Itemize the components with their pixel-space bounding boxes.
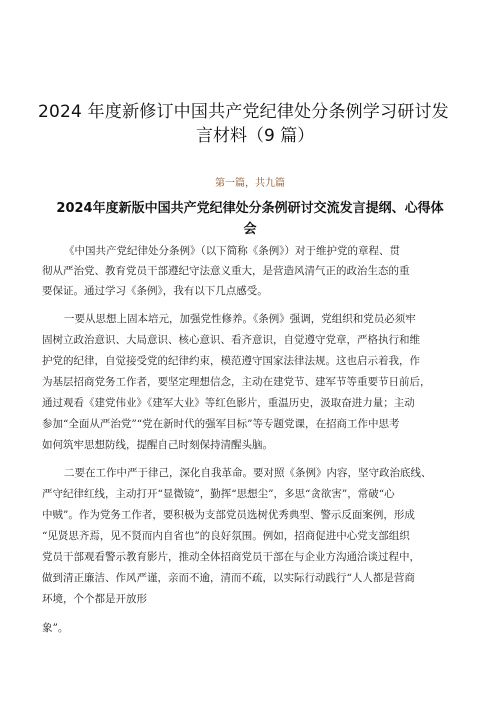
paragraph-1-line-3: 要保证。通过学习《条例》，我有以下几点感受。 [42,285,268,297]
paragraph-1-line-1: 《中国共产党纪律处分条例》（以下简称《条例》）对于维护党的章程、贯 [64,245,400,257]
paragraph-2-line-4: 为基层招商党务工作者，要坚定理想信念，主动在建党节、建军节等重要节日前后， [42,376,431,388]
paragraph-3-line-2: 严守纪律红线，主动打开“显微镜”，勤挥“思想尘”，多思“贪欲害”，常破“心 [42,488,395,500]
paragraph-2-line-7: 如何筑牢思想防线，提醒自己时刻保持清醒头脑。 [42,439,273,451]
paragraph-2-line-5: 通过观看《建党伟业》《建军大业》等红色影片，重温历史，汲取奋进力量；主动 [42,397,415,409]
document-title-line-2: 言材料（9 篇） [196,126,315,146]
paragraph-3-line-6: 做到清正廉洁、作风严谨，亲而不逾，清而不疏，以实际行动践行“人人都是营商 [42,572,415,584]
paragraph-3-line-1: 二要在工作中严于律己，深化自我革命。要对照《条例》内容，坚守政治底线、 [64,467,432,479]
article-title-line-1: 2024年度新版中国共产党纪律处分条例研讨交流发言提纲、心得体 [56,201,444,216]
paragraph-3-line-7: 环境，个个都是开放形 [42,593,147,605]
paragraph-2-line-3: 护党的纪律，自觉接受党的纪律约束，模范遵守国家法律法规。这也启示着我，作 [42,355,420,367]
paragraph-3-line-4: “见贤思齐焉，见不贤而内自省也”的良好氛围。例如，招商促进中心党支部组织 [42,530,410,542]
article-title-line-2: 会 [243,222,257,237]
paragraph-2-line-6: 参加“全面从严治党”“党在新时代的强军目标”等专题党课，在招商工作中思考 [42,418,400,430]
paragraph-2-line-1: 一要从思想上固本培元，加强党性修养。《条例》强调，党组织和党员必须牢 [64,313,416,325]
document-title-line-1: 2024 年度新修订中国共产党纪律处分条例学习研讨发 [38,102,449,122]
paragraph-3-line-8: 象”。 [42,622,69,634]
paragraph-1-line-2: 彻从严治党、教育党员干部遵纪守法意义重大，是营造风清气正的政治生态的重 [42,265,410,277]
paragraph-3-line-5: 党员干部观看警示教育影片，推动全体招商党员干部在与企业方沟通洽谈过程中， [42,551,420,563]
paragraph-2-line-2: 固树立政治意识、大局意识、核心意识、看齐意识，自觉遵守党章，严格执行和维 [42,334,420,346]
paragraph-3-line-3: 中贼”。作为党务工作者，要积极为支部党员选树优秀典型、警示反面案例，形成 [42,509,415,521]
section-label: 第一篇，共九篇 [215,178,285,189]
